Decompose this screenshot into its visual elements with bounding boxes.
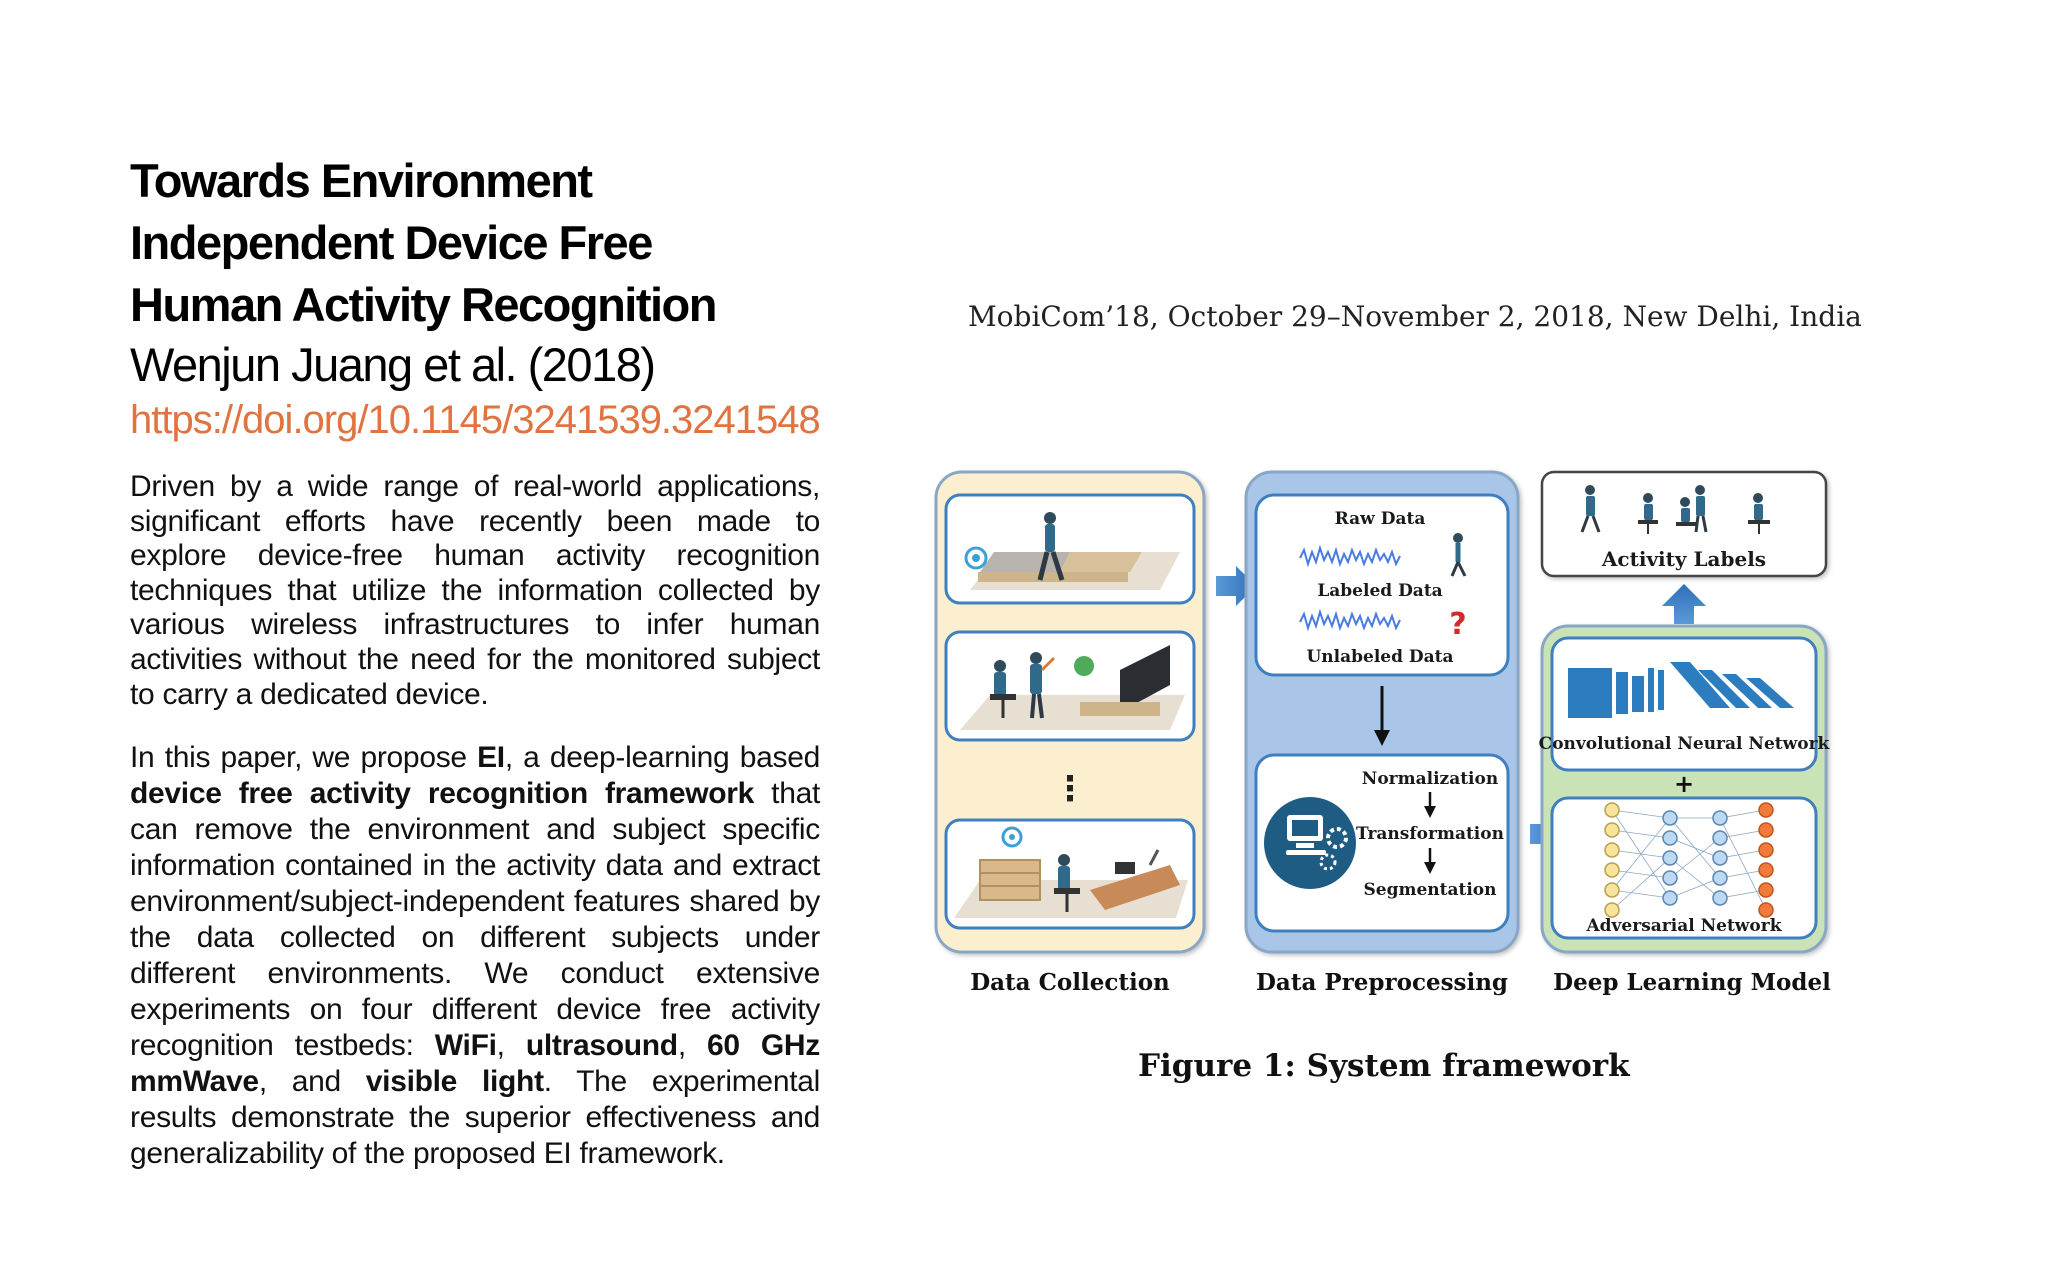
raw-data-label: Raw Data [1334, 509, 1426, 529]
abstract-paragraph-1: Driven by a wide range of real-world applications, significant efforts have recently been made to explore device-free human activity recognition techniques that utilize the information collected by various wireless infrastructures to infer human activities without the need for the monitored subject to carry a dedicated device. [130, 470, 820, 711]
title-line-1: Towards Environment [130, 154, 592, 207]
abstract-paragraph-2: In this paper, we propose EI, a deep-learning based device free activity recognition framework that can remove the environment and subject specific information contained in the activity data and extract environment/subject-independent features shared by the data collected on different subjects under different environments. We conduct extensive experiments on four different device free activity recognition testbeds: WiFi, ultrasound, 60 GHz mmWave, and visible light. The experimental results demonstrate the superior effectiveness and generalizability of the proposed EI framework. [130, 741, 821, 1171]
stage-data-collection: Data Collection [970, 969, 1170, 996]
testbed-ultrasound: ultrasound [525, 1029, 678, 1063]
title-line-3: Human Activity Recognition [130, 278, 716, 331]
normalization-label: Normalization [1361, 769, 1499, 789]
transformation-label: Transformation [1356, 824, 1504, 844]
system-framework-figure [930, 290, 1890, 1120]
stage-deep-learning-model: Deep Learning Model [1553, 969, 1831, 996]
scene-tv-room [946, 632, 1194, 740]
activity-labels-label: Activity Labels [1601, 547, 1767, 571]
testbed-wifi: WiFi [434, 1029, 497, 1063]
scene-walking [946, 495, 1194, 603]
abstract [130, 470, 820, 1172]
framework-description: device free activity recognition framework [130, 777, 755, 811]
data-preprocessing-panel [1246, 472, 1518, 952]
unlabeled-data-label: Unlabeled Data [1306, 647, 1454, 667]
figure-caption: Figure 1: System framework [1138, 1048, 1630, 1084]
scene-office [946, 820, 1194, 928]
framework-name: EI [477, 741, 505, 775]
doi-link[interactable]: https://doi.org/10.1145/3241539.3241548 [130, 398, 820, 442]
title-line-2: Independent Device Free [130, 216, 652, 269]
stage-data-preprocessing: Data Preprocessing [1255, 969, 1509, 996]
framework-diagram [930, 290, 1890, 1050]
processing-gear-icon [1264, 797, 1356, 889]
adversarial-network-label: Adversarial Network [1586, 916, 1782, 936]
labeled-data-label: Labeled Data [1317, 581, 1443, 601]
testbed-visible-light: visible light [365, 1065, 544, 1099]
arrow-up-icon [1662, 584, 1706, 624]
paper-authors: Wenjun Juang et al. (2018) [130, 338, 655, 391]
testbed-mmwave: 60 GHz mmWave [130, 1029, 820, 1099]
unknown-label-icon: ? [1449, 607, 1467, 642]
paper-title [130, 150, 820, 336]
plus-sign: + [1673, 770, 1695, 798]
paper-info [130, 150, 820, 1200]
data-collection-panel [936, 472, 1204, 952]
segmentation-label: Segmentation [1363, 880, 1497, 900]
deep-learning-panel [1539, 472, 1831, 952]
conference-header: MobiCom’18, October 29–November 2, 2018, New Delhi, India [968, 300, 1862, 333]
scene-ellipsis: ⋮ [1053, 769, 1087, 809]
cnn-label: Convolutional Neural Network [1538, 734, 1830, 754]
